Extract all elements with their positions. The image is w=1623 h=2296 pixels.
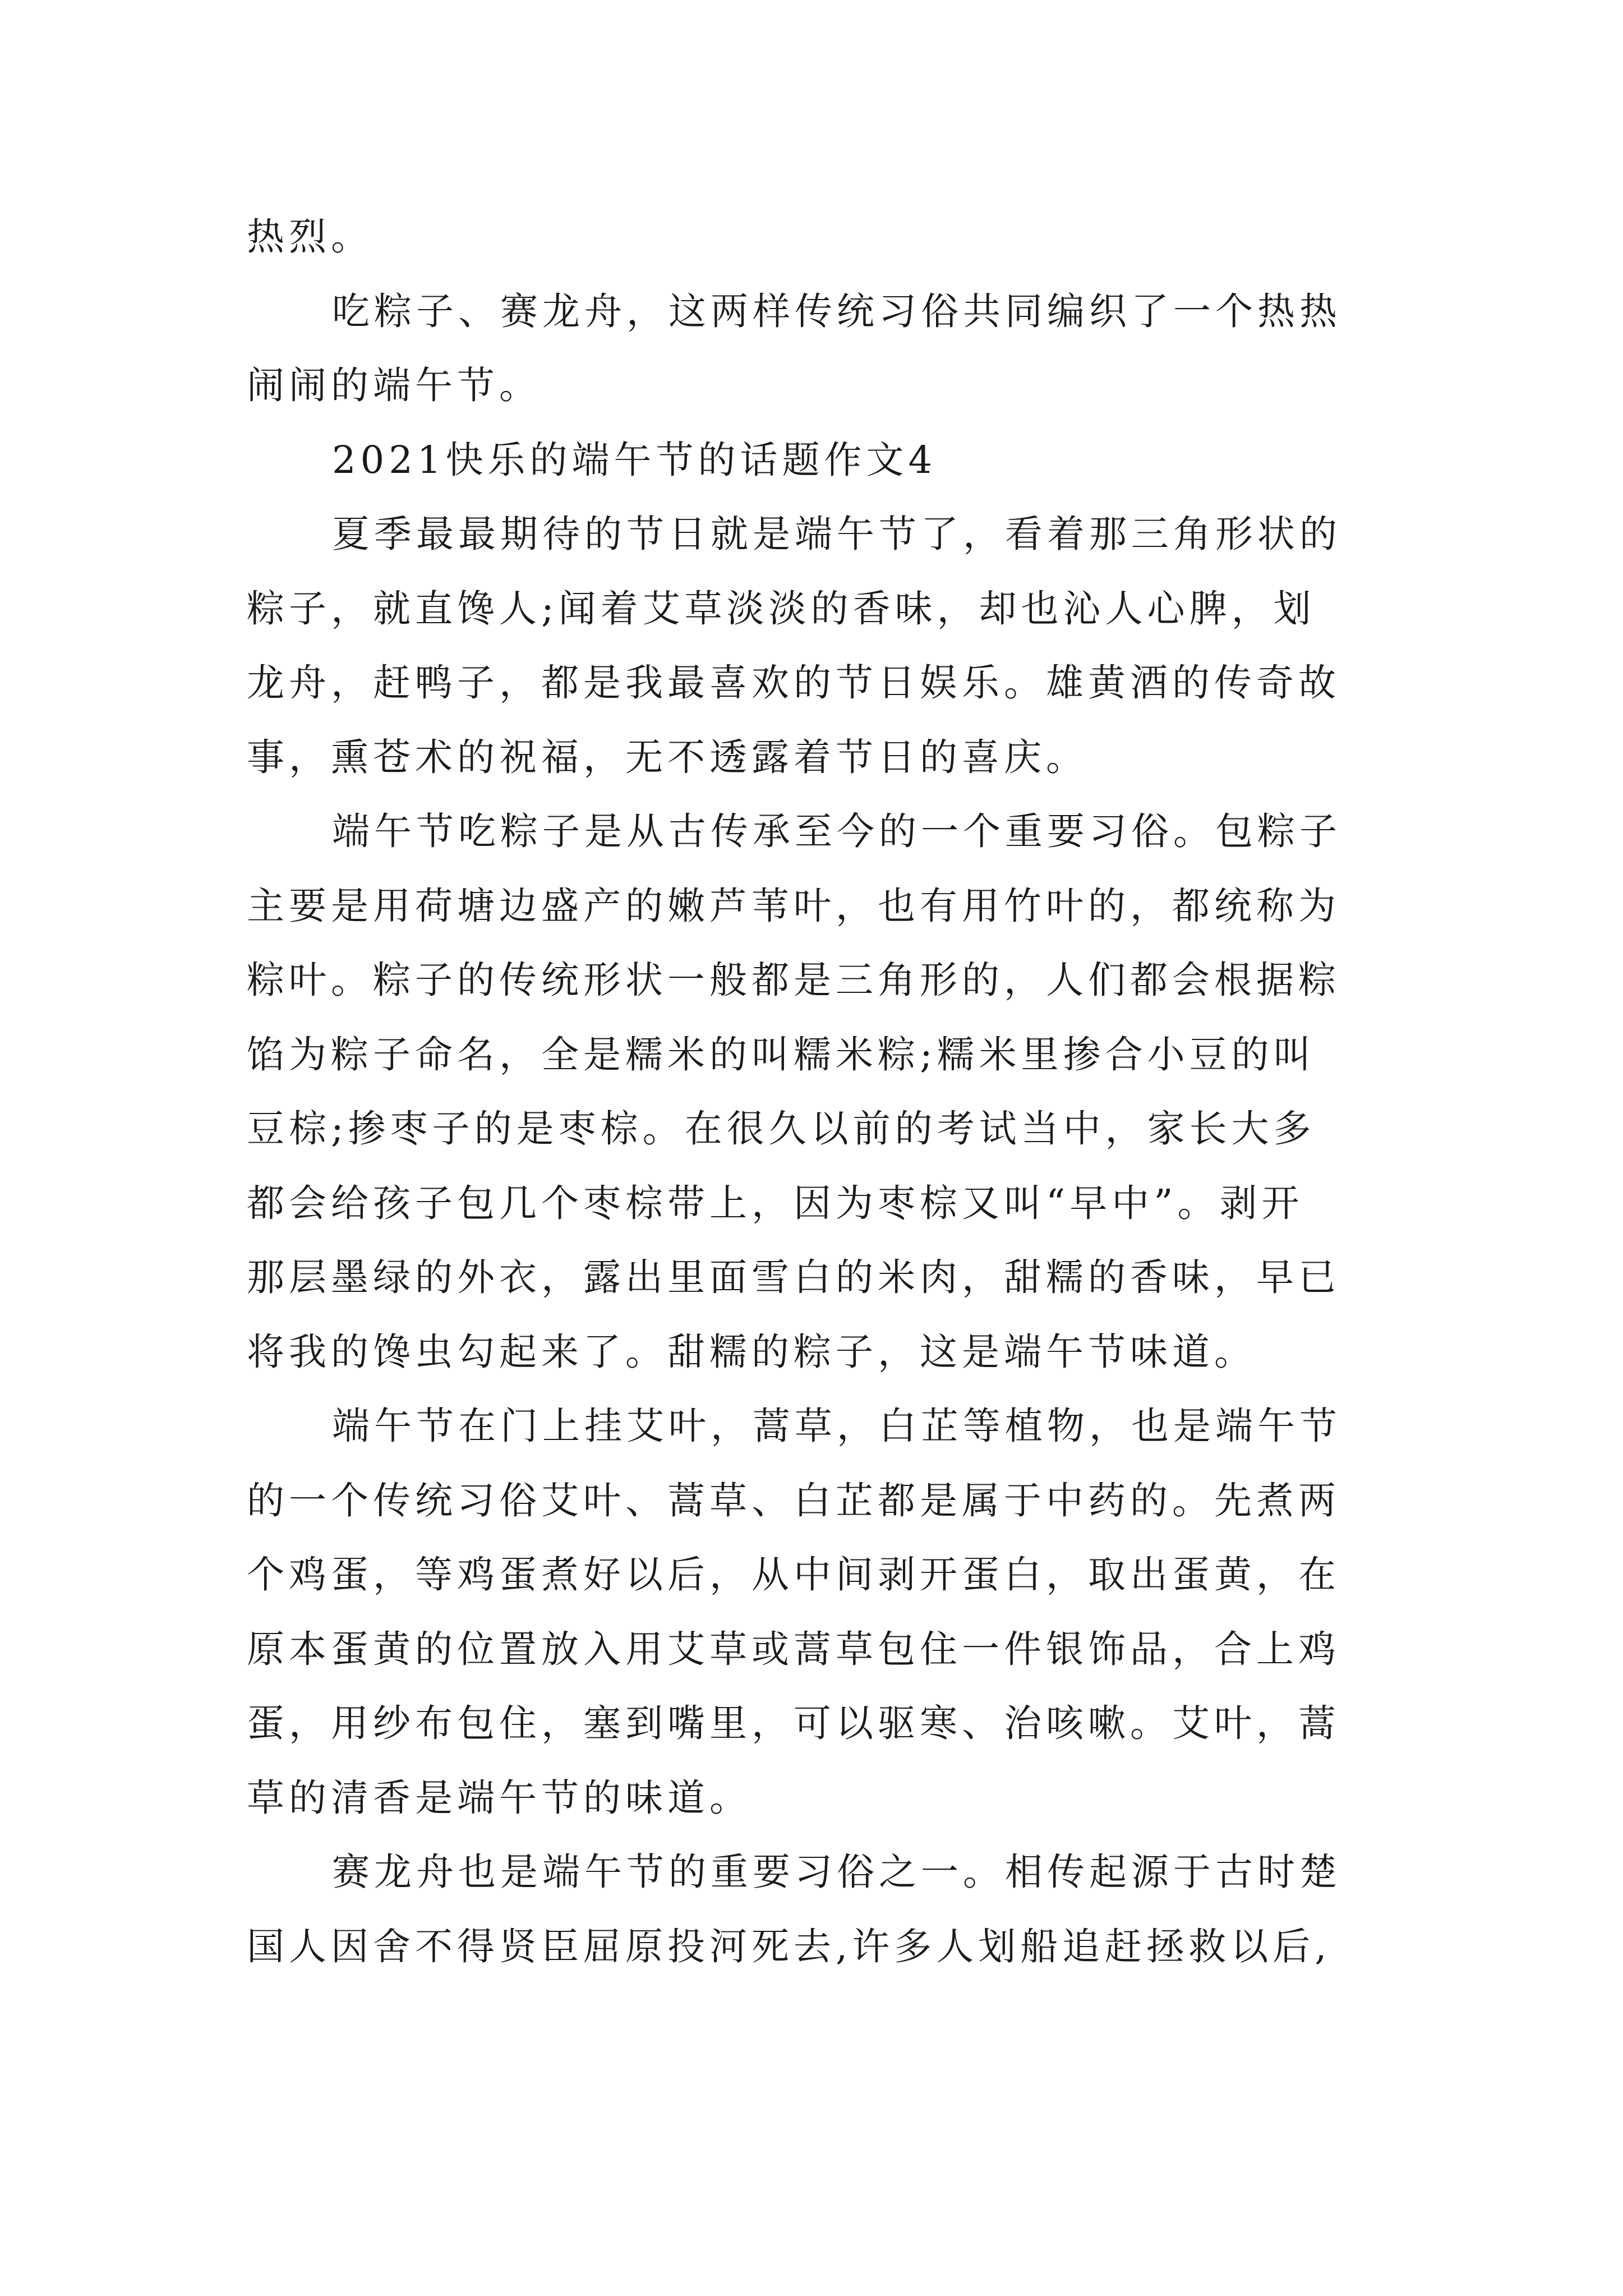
paragraph-line: 个鸡蛋，等鸡蛋煮好以后，从中间剥开蛋白，取出蛋黄，在 (247, 1553, 1340, 1596)
paragraph-line: 那层墨绿的外衣，露出里面雪白的米肉，甜糯的香味，早已 (247, 1255, 1340, 1299)
paragraph-line: 端午节吃粽子是从古传承至今的一个重要习俗。包粽子 (332, 809, 1341, 853)
paragraph-line: 都会给孩子包几个枣棕带上，因为枣棕又叫“早中”。剥开 (247, 1181, 1304, 1225)
paragraph-line: 粽叶。粽子的传统形状一般都是三角形的，人们都会根据粽 (247, 958, 1340, 1002)
paragraph-line: 热烈。 (247, 215, 373, 259)
section-heading: 2021快乐的端午节的话题作文4 (332, 438, 937, 482)
paragraph-line: 的一个传统习俗艾叶、蒿草、白芷都是属于中药的。先煮两 (247, 1478, 1340, 1522)
paragraph-line: 吃粽子、赛龙舟，这两样传统习俗共同编织了一个热热 (332, 289, 1341, 333)
paragraph-line: 龙舟，赶鸭子，都是我最喜欢的节日娱乐。雄黄酒的传奇故 (247, 661, 1340, 705)
document-body (247, 200, 1385, 1984)
paragraph-line: 赛龙舟也是端午节的重要习俗之一。相传起源于古时楚 (332, 1850, 1341, 1894)
paragraph-line: 草的清香是端午节的味道。 (247, 1775, 751, 1820)
paragraph-line: 蛋，用纱布包住，塞到嘴里，可以驱寒、治咳嗽。艾叶，蒿 (247, 1701, 1340, 1745)
paragraph-line: 豆棕;掺枣子的是枣棕。在很久以前的考试当中，家长大多 (247, 1107, 1316, 1151)
paragraph-line: 原本蛋黄的位置放入用艾草或蒿草包住一件银饰品，合上鸡 (247, 1627, 1340, 1671)
paragraph-line: 夏季最最期待的节日就是端午节了，看着那三角形状的 (332, 512, 1341, 556)
paragraph-line: 国人因舍不得贤臣屈原投河死去,许多人划船追赶拯救以后, (247, 1924, 1331, 1968)
paragraph-line: 主要是用荷塘边盛产的嫩芦苇叶，也有用竹叶的，都统称为 (247, 884, 1340, 928)
paragraph-line: 将我的馋虫勾起来了。甜糯的粽子，这是端午节味道。 (247, 1329, 1256, 1374)
paragraph-line: 粽子，就直馋人;闻着艾草淡淡的香味，却也沁人心脾，划 (247, 586, 1316, 631)
paragraph-line: 端午节在门上挂艾叶，蒿草，白芷等植物，也是端午节 (332, 1404, 1341, 1448)
paragraph-line: 馅为粽子命名，全是糯米的叫糯米粽;糯米里掺合小豆的叫 (247, 1032, 1316, 1076)
paragraph-line: 事，熏苍术的祝福，无不透露着节日的喜庆。 (247, 735, 1088, 779)
paragraph-line: 闹闹的端午节。 (247, 364, 541, 407)
